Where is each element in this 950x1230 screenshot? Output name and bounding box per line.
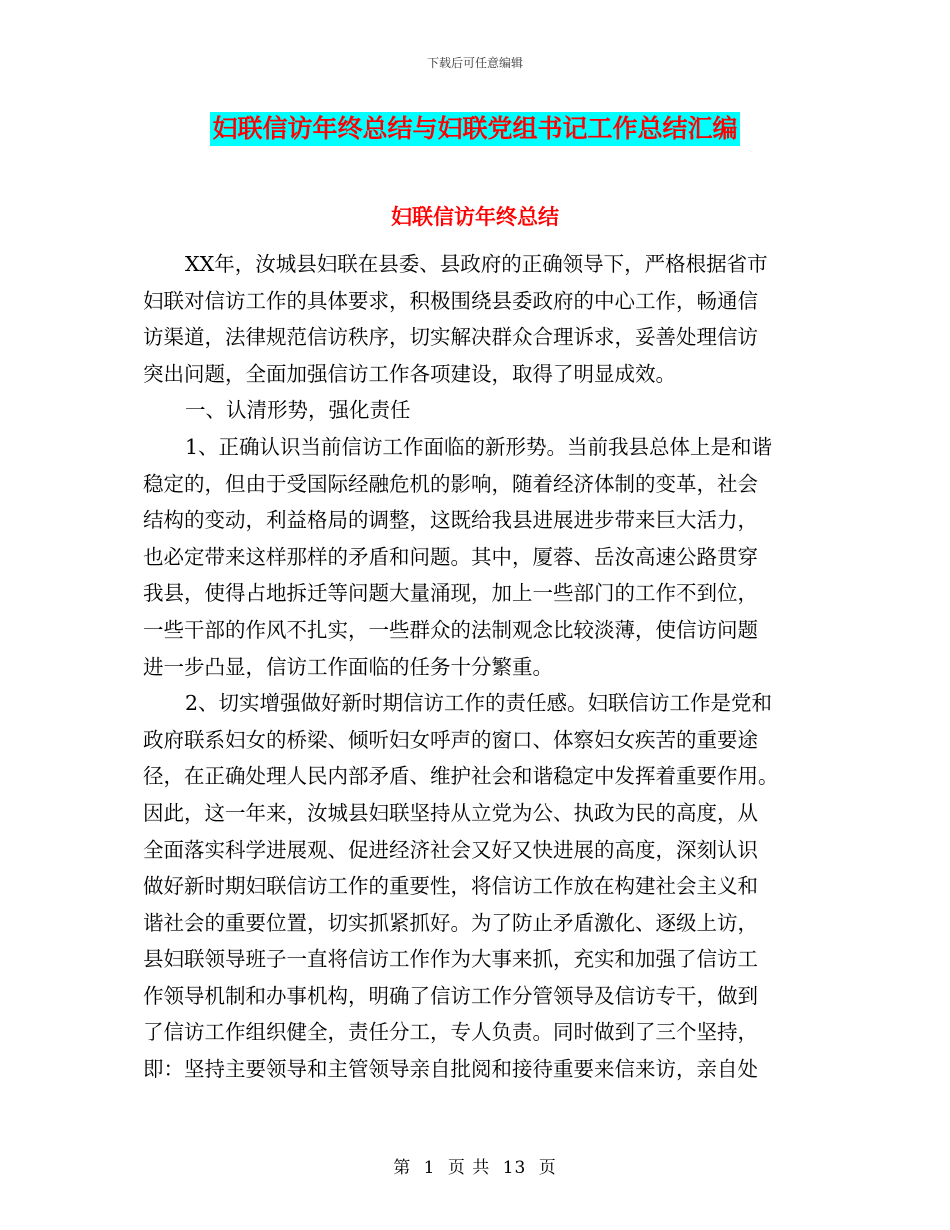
body-text-line: 突出问题，全面加强信访工作各项建设，取得了明显成效。 bbox=[143, 361, 676, 386]
page-header-note: 下载后可任意编辑 bbox=[426, 56, 523, 70]
body-text-line: 进一步凸显，信访工作面临的任务十分繁重。 bbox=[143, 654, 553, 679]
body-text-line: 1、正确认识当前信访工作面临的新形势。当前我县总体上是和谐 bbox=[185, 434, 773, 459]
body-text-line: 径，在正确处理人民内部矛盾、维护社会和谐稳定中发挥着重要作用。 bbox=[143, 764, 779, 789]
body-text-line: 稳定的，但由于受国际经融危机的影响，随着经济体制的变革，社会 bbox=[143, 471, 758, 496]
footer-total-pages: 13 bbox=[502, 1158, 527, 1178]
page-footer bbox=[0, 1153, 950, 1178]
body-text-line: 做好新时期妇联信访工作的重要性，将信访工作放在构建社会主义和 bbox=[143, 874, 758, 899]
body-text-line: 一些干部的作风不扎实，一些群众的法制观念比较淡薄，使信访问题 bbox=[143, 617, 758, 642]
footer-prefix: 第 bbox=[393, 1158, 412, 1178]
body-text-line: 2、切实增强做好新时期信访工作的责任感。妇联信访工作是党和 bbox=[185, 691, 773, 716]
body-text-line: 我县，使得占地拆迁等问题大量涌现，加上一些部门的工作不到位， bbox=[143, 581, 758, 606]
footer-current-page: 1 bbox=[423, 1158, 436, 1178]
body-text-line: 即：坚持主要领导和主管领导亲自批阅和接待重要来信来访，亲自处 bbox=[143, 1057, 758, 1082]
main-title-container bbox=[0, 112, 950, 146]
footer-suffix: 页 bbox=[538, 1158, 557, 1178]
section-title: 妇联信访年终总结 bbox=[391, 205, 559, 229]
body-text-line: 县妇联领导班子一直将信访工作作为大事来抓，充实和加强了信访工 bbox=[143, 947, 758, 972]
body-text-line: 全面落实科学进展观、促进经济社会又好又快进展的高度，深刻认识 bbox=[143, 837, 758, 862]
body-text-line: 谐社会的重要位置，切实抓紧抓好。为了防止矛盾激化、逐级上访， bbox=[143, 910, 758, 935]
body-text-line: 访渠道，法律规范信访秩序，切实解决群众合理诉求，妥善处理信访 bbox=[143, 325, 758, 350]
body-text-line: 结构的变动，利益格局的调整，这既给我县进展进步带来巨大活力， bbox=[143, 508, 758, 533]
body-text-line: 作领导机制和办事机构，明确了信访工作分管领导及信访专干，做到 bbox=[143, 983, 758, 1008]
body-text-line: 因此，这一年来，汝城县妇联坚持从立党为公、执政为民的高度，从 bbox=[143, 800, 758, 825]
footer-middle: 页 共 bbox=[447, 1158, 491, 1178]
body-text-line: 了信访工作组织健全，责任分工，专人负责。同时做到了三个坚持， bbox=[143, 1020, 758, 1045]
document-body bbox=[143, 246, 813, 1088]
main-title: 妇联信访年终总结与妇联党组书记工作总结汇编 bbox=[210, 112, 739, 146]
body-text-line: 一、认清形势，强化责任 bbox=[185, 398, 411, 423]
body-text-line: XX年，汝城县妇联在县委、县政府的正确领导下，严格根据省市 bbox=[185, 252, 768, 276]
body-text-line: 也必定带来这样那样的矛盾和问题。其中，厦蓉、岳汝高速公路贯穿 bbox=[143, 544, 758, 569]
body-text-line: 政府联系妇女的桥梁、倾听妇女呼声的窗口、体察妇女疾苦的重要途 bbox=[143, 727, 758, 752]
body-text-line: 妇联对信访工作的具体要求，积极围绕县委政府的中心工作，畅通信 bbox=[143, 288, 758, 313]
